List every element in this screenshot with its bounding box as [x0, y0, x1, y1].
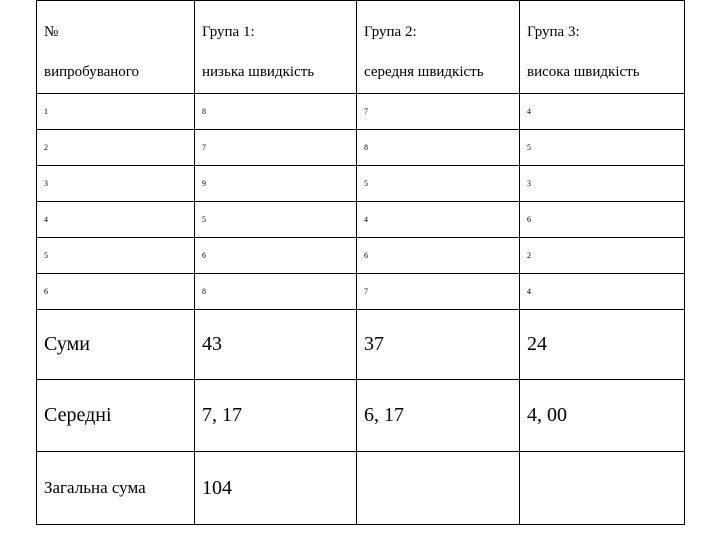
group-1-cell: 5 — [195, 202, 357, 238]
group-3-cell: 6 — [520, 202, 685, 238]
sums-row — [37, 310, 685, 380]
data-table — [36, 0, 685, 525]
header-group-1: Група 1: — [195, 1, 357, 65]
header-group-1-speed: низька швидкість — [195, 64, 357, 94]
sum-group-1: 43 — [195, 310, 357, 380]
group-1-cell: 6 — [195, 238, 357, 274]
means-row — [37, 380, 685, 452]
subject-number: 2 — [37, 130, 195, 166]
subject-number: 1 — [37, 94, 195, 130]
sum-group-3: 24 — [520, 310, 685, 380]
group-2-cell: 5 — [357, 166, 520, 202]
header-group-3: Група 3: — [520, 1, 685, 65]
header-group-3-speed: висока швидкість — [520, 64, 685, 94]
total-label: Загальна сума — [37, 452, 195, 525]
group-1-cell: 8 — [195, 274, 357, 310]
mean-group-3: 4, 00 — [520, 380, 685, 452]
group-1-cell: 7 — [195, 130, 357, 166]
subject-number: 4 — [37, 202, 195, 238]
total-row — [37, 452, 685, 525]
header-row-bottom — [37, 64, 685, 94]
group-1-cell: 9 — [195, 166, 357, 202]
table-row — [37, 94, 685, 130]
table-row — [37, 238, 685, 274]
group-2-cell: 7 — [357, 274, 520, 310]
group-2-cell: 8 — [357, 130, 520, 166]
group-2-cell: 7 — [357, 94, 520, 130]
subject-number: 3 — [37, 166, 195, 202]
empty-cell — [357, 452, 520, 525]
group-3-cell: 3 — [520, 166, 685, 202]
table-row — [37, 202, 685, 238]
header-row-top — [37, 1, 685, 65]
total-value: 104 — [195, 452, 357, 525]
group-3-cell: 2 — [520, 238, 685, 274]
means-label: Середні — [37, 380, 195, 452]
subject-number: 5 — [37, 238, 195, 274]
group-1-cell: 8 — [195, 94, 357, 130]
sum-group-2: 37 — [357, 310, 520, 380]
group-3-cell: 4 — [520, 274, 685, 310]
table-row — [37, 130, 685, 166]
sums-label: Суми — [37, 310, 195, 380]
empty-cell — [520, 452, 685, 525]
group-2-cell: 4 — [357, 202, 520, 238]
mean-group-1: 7, 17 — [195, 380, 357, 452]
header-group-2: Група 2: — [357, 1, 520, 65]
mean-group-2: 6, 17 — [357, 380, 520, 452]
table-row — [37, 274, 685, 310]
group-3-cell: 5 — [520, 130, 685, 166]
group-2-cell: 6 — [357, 238, 520, 274]
header-subject-label: випробуваного — [37, 64, 195, 94]
header-group-2-speed: середня швидкість — [357, 64, 520, 94]
subject-number: 6 — [37, 274, 195, 310]
table-row — [37, 166, 685, 202]
group-3-cell: 4 — [520, 94, 685, 130]
header-subject-number: № — [37, 1, 195, 65]
